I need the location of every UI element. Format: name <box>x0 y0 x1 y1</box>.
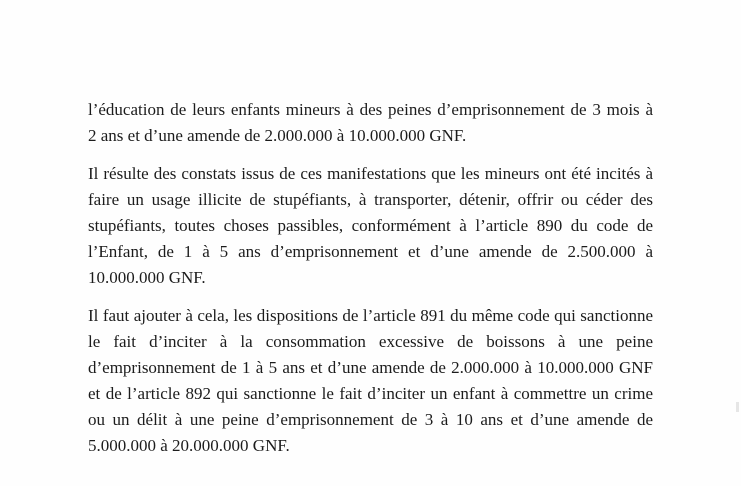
paragraph-narcotics-incitement <box>88 161 653 291</box>
paragraph-articles-891-892 <box>88 303 653 459</box>
text-line: le fait d’inciter à la consommation excessive de boissons à une peine <box>88 332 653 351</box>
text-line: ou un délit à une peine d’emprisonnement de 3 à 10 ans et d’une amende de <box>88 410 653 429</box>
paragraph-penalties-education <box>88 97 653 149</box>
text-line: 10.000.000 GNF. <box>88 268 206 287</box>
text-line: Il faut ajouter à cela, les dispositions de l’article 891 du même code qui sanctionne <box>88 306 653 325</box>
text-line: 2 ans et d’une amende de 2.000.000 à 10.000.000 GNF. <box>88 126 467 145</box>
text-line: et de l’article 892 qui sanctionne le fait d’inciter un enfant à commettre un crime <box>88 384 653 403</box>
text-line: l’éducation de leurs enfants mineurs à des peines d’emprisonnement de 3 mois à <box>88 100 653 119</box>
scan-edge-mark <box>736 402 739 412</box>
text-line: faire un usage illicite de stupéfiants, à transporter, détenir, offrir ou céder des <box>88 190 653 209</box>
text-line: Il résulte des constats issus de ces manifestations que les mineurs ont été incités à <box>88 164 653 183</box>
text-line: l’Enfant, de 1 à 5 ans d’emprisonnement et d’une amende de 2.500.000 à <box>88 242 653 261</box>
document-body <box>88 97 653 471</box>
text-line: 5.000.000 à 20.000.000 GNF. <box>88 436 290 455</box>
text-line: d’emprisonnement de 1 à 5 ans et d’une amende de 2.000.000 à 10.000.000 GNF <box>88 358 653 377</box>
text-line: stupéfiants, toutes choses passibles, conformément à l’article 890 du code de <box>88 216 653 235</box>
